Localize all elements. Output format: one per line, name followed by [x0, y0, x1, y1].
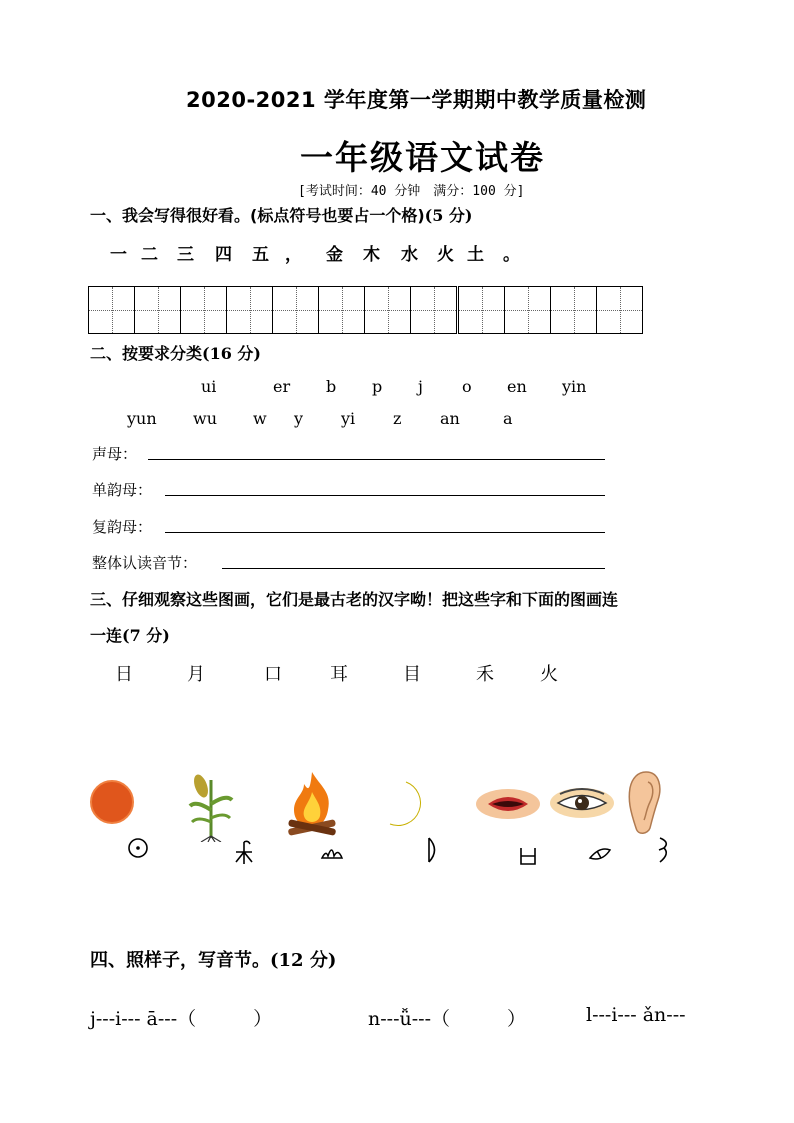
pinyin-item: en — [507, 377, 527, 396]
model-char: 一 — [110, 245, 127, 265]
syllable-item[interactable]: j---i--- ā---（ ） — [90, 1008, 273, 1030]
model-char: 。 — [503, 245, 520, 265]
category-label-initials: 声母： — [92, 445, 138, 463]
pinyin-item: b — [326, 377, 337, 396]
ear-ancient-glyph[interactable] — [656, 836, 672, 864]
mouth-picture[interactable] — [474, 786, 542, 822]
q2-points: (16 分) — [202, 344, 261, 363]
grain-ancient-glyph[interactable] — [232, 838, 256, 866]
ear-picture[interactable] — [624, 770, 664, 836]
pinyin-item: ui — [201, 377, 217, 396]
char-mu[interactable]: 目 — [403, 664, 421, 685]
sun-picture[interactable] — [88, 778, 136, 826]
category-label-simple-finals: 单韵母： — [92, 481, 153, 499]
writing-cell[interactable] — [226, 286, 273, 334]
eye-picture[interactable] — [548, 786, 616, 820]
char-yue[interactable]: 月 — [187, 664, 205, 685]
answer-line-simple-finals[interactable] — [165, 495, 605, 496]
char-ri[interactable]: 日 — [115, 664, 133, 685]
model-char: 土 — [467, 245, 484, 265]
q3-heading — [90, 587, 618, 610]
pinyin-item: wu — [193, 409, 217, 428]
writing-cell[interactable] — [134, 286, 181, 334]
category-label-compound-finals: 复韵母： — [92, 518, 153, 536]
fire-ancient-glyph[interactable] — [320, 840, 344, 862]
pinyin-item: o — [462, 377, 472, 396]
model-char: 金 — [326, 245, 343, 265]
rice-plant-picture[interactable] — [186, 770, 236, 842]
pinyin-item: an — [440, 409, 460, 428]
writing-cell[interactable] — [318, 286, 365, 334]
writing-cell[interactable] — [504, 286, 551, 334]
writing-cell[interactable] — [180, 286, 227, 334]
eye-ancient-glyph[interactable] — [588, 846, 612, 862]
writing-cell[interactable] — [364, 286, 411, 334]
mouth-ancient-glyph[interactable] — [518, 846, 538, 866]
model-char: ， — [285, 245, 302, 265]
char-huo[interactable]: 火 — [540, 664, 558, 685]
q4-heading — [90, 946, 336, 972]
q1-heading — [90, 203, 473, 226]
q3-heading-line2: 一连 — [90, 626, 123, 645]
q1-heading-text: 一、我会写得很好看。(标点符号也要占一个格) — [90, 206, 425, 225]
pinyin-item: a — [503, 409, 513, 428]
pinyin-item: z — [393, 409, 402, 428]
answer-line-compound-finals[interactable] — [165, 532, 605, 533]
q3-heading-2 — [90, 623, 170, 646]
model-char: 五 — [252, 245, 269, 265]
char-er[interactable]: 耳 — [330, 664, 348, 685]
pinyin-item: yi — [341, 409, 356, 428]
answer-line-initials[interactable] — [148, 459, 605, 460]
pinyin-item: y — [294, 409, 304, 428]
exam-info: [考试时间：40 分钟 满分：100 分] — [298, 184, 525, 199]
q1-points: (5 分) — [424, 206, 473, 225]
pinyin-item: w — [253, 409, 267, 428]
model-char: 水 — [401, 245, 418, 265]
q3-points: (7 分) — [122, 626, 170, 645]
pinyin-item: j — [418, 377, 423, 396]
model-char: 三 — [177, 245, 194, 265]
writing-cell[interactable] — [88, 286, 135, 334]
sun-ancient-glyph[interactable] — [126, 836, 150, 860]
writing-grid[interactable] — [88, 286, 643, 334]
pinyin-item: p — [372, 377, 383, 396]
pinyin-item: yin — [562, 377, 587, 396]
exam-title: 一年级语文试卷 — [300, 138, 545, 177]
syllable-item[interactable]: n---ǚ---（ ） — [368, 1008, 526, 1030]
model-char: 四 — [215, 245, 232, 265]
model-char: 火 — [437, 245, 454, 265]
moon-picture[interactable] — [386, 780, 426, 830]
fire-picture[interactable] — [282, 770, 342, 838]
moon-ancient-glyph[interactable] — [424, 836, 442, 864]
q2-heading-text: 二、按要求分类 — [90, 344, 203, 363]
answer-line-whole-syllables[interactable] — [222, 568, 605, 569]
q3-heading-line1: 三、仔细观察这些图画，它们是最古老的汉字呦！把这些字和下面的图画连 — [90, 590, 619, 609]
writing-cell[interactable] — [272, 286, 319, 334]
q4-heading-text: 四、照样子，写音节。 — [90, 950, 270, 971]
writing-cell[interactable] — [550, 286, 597, 334]
pinyin-item: yun — [127, 409, 157, 428]
q4-points: (12 分) — [270, 950, 337, 971]
writing-cell[interactable] — [596, 286, 643, 334]
writing-cell[interactable] — [458, 286, 505, 334]
exam-subtitle: 2020-2021 学年度第一学期期中教学质量检测 — [186, 88, 647, 112]
model-char: 木 — [363, 245, 380, 265]
char-he[interactable]: 禾 — [476, 664, 494, 685]
syllable-item[interactable]: l---i--- ǎn--- — [586, 1004, 686, 1026]
char-kou[interactable]: 口 — [264, 664, 282, 685]
q2-heading — [90, 341, 261, 364]
category-label-whole-syllables: 整体认读音节： — [92, 554, 198, 572]
writing-cell[interactable] — [410, 286, 457, 334]
model-char: 二 — [141, 245, 158, 265]
pinyin-item: er — [273, 377, 291, 396]
